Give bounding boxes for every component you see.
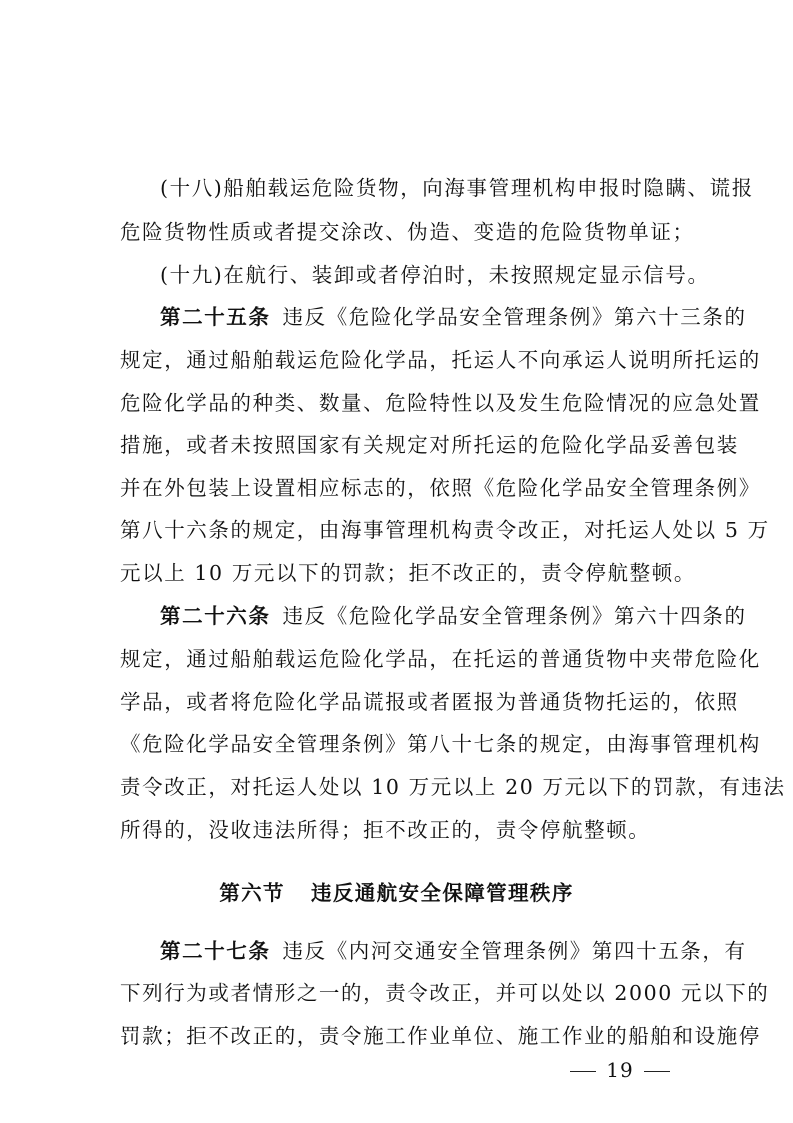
line-text: 元以上 10 万元以下的罚款；拒不改正的，责令停航整顿。: [120, 561, 696, 585]
line-text: 违反《危险化学品安全管理条例》第六十四条的: [282, 604, 747, 628]
page-number-text: 19: [606, 1058, 634, 1082]
text-line: [120, 775, 786, 799]
article-26-first-line: [160, 604, 747, 628]
line-text: 违反《内河交通安全管理条例》第四十五条，有: [282, 939, 747, 963]
text-line: [120, 348, 761, 372]
line-text: 下列行为或者情形之一的，责令改正，并可以处以 2000 元以下的: [120, 981, 770, 1005]
text-line: [120, 818, 690, 842]
text-line: [160, 176, 754, 200]
line-text: 危险化学品的种类、数量、危险特性以及发生危险情况的应急处置: [120, 391, 761, 415]
section-title: 违反通航安全保障管理秩序: [310, 881, 574, 905]
dash-right: [644, 1071, 670, 1072]
line-text: 违反《危险化学品安全管理条例》第六十三条的: [282, 305, 747, 329]
line-text: (十八)船舶载运危险货物，向海事管理机构申报时隐瞒、谎报: [160, 176, 754, 200]
line-text: 危险货物性质或者提交涂改、伪造、变造的危险货物单证；: [120, 220, 695, 244]
text-line: [120, 561, 696, 585]
line-text: 责令改正，对托运人处以 10 万元以上 20 万元以下的罚款，有违法: [120, 775, 786, 799]
text-line: [120, 732, 761, 756]
text-line: [120, 476, 761, 500]
line-text: 并在外包装上设置相应标志的，依照《危险化学品安全管理条例》: [120, 476, 761, 500]
dash-left: [570, 1071, 596, 1072]
line-text: 规定，通过船舶载运危险化学品，在托运的普通货物中夹带危险化: [120, 647, 761, 671]
page-number: [560, 1058, 680, 1082]
article-27-label: 第二十七条: [160, 939, 271, 963]
line-text: 措施，或者未按照国家有关规定对所托运的危险化学品妥善包装: [120, 433, 739, 457]
text-line: [120, 1024, 761, 1048]
text-line: [160, 263, 710, 287]
text-line: [120, 981, 770, 1005]
line-text: 《危险化学品安全管理条例》第八十七条的规定，由海事管理机构: [120, 732, 761, 756]
text-line: [120, 391, 761, 415]
article-25-first-line: [160, 305, 747, 329]
line-text: 规定，通过船舶载运危险化学品，托运人不向承运人说明所托运的: [120, 348, 761, 372]
article-26-label: 第二十六条: [160, 604, 271, 628]
line-text: (十九)在航行、装卸或者停泊时，未按照规定显示信号。: [160, 263, 710, 287]
section-heading: [0, 881, 793, 905]
article-25-label: 第二十五条: [160, 305, 271, 329]
line-text: 罚款；拒不改正的，责令施工作业单位、施工作业的船舶和设施停: [120, 1024, 761, 1048]
text-line: [120, 518, 770, 542]
article-27-first-line: [160, 939, 747, 963]
line-text: 第八十六条的规定，由海事管理机构责令改正，对托运人处以 5 万: [120, 518, 770, 542]
line-text: 学品，或者将危险化学品谎报或者匿报为普通货物托运的，依照: [120, 690, 739, 714]
text-line: [120, 220, 695, 244]
text-line: [120, 433, 739, 457]
text-line: [120, 647, 761, 671]
line-text: 所得的，没收违法所得；拒不改正的，责令停航整顿。: [120, 818, 651, 842]
text-line: [120, 690, 739, 714]
section-number: 第六节: [219, 881, 285, 905]
